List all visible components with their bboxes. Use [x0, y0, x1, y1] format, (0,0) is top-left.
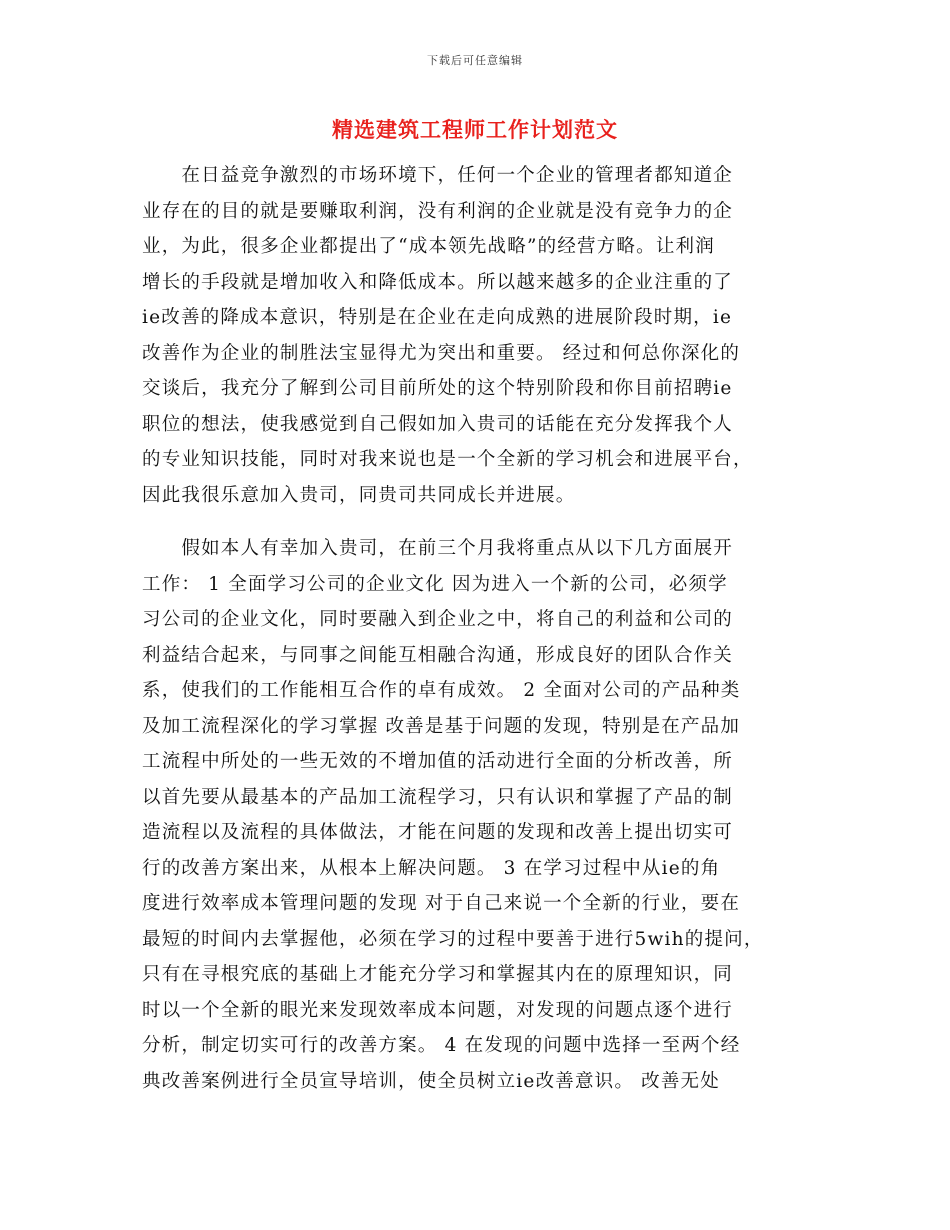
paragraph-line: 因此我很乐意加入贵司，同贵司共同成长并进展。	[142, 484, 576, 506]
paragraph-line: 以首先要从最基本的产品加工流程学习，只有认识和掌握了产品的制	[142, 786, 734, 808]
paragraph-line: ie改善的降成本意识，特别是在企业在走向成熟的进展阶段时期，ie	[142, 307, 733, 328]
paragraph-line: 假如本人有幸加入贵司，在前三个月我将重点从以下几方面展开	[142, 538, 734, 559]
paragraph-line: 工作： 1 全面学习公司的企业文化 因为进入一个新的公司，必须学	[142, 573, 728, 595]
paragraph-line: 业存在的目的就是要赚取利润，没有利润的企业就是没有竞争力的企	[142, 200, 734, 222]
paragraph-line: 及加工流程深化的学习掌握 改善是基于问题的发现，特别是在产品加	[142, 715, 741, 737]
paragraph-line: 的专业知识技能，同时对我来说也是一个全新的学习机会和进展平台，	[142, 449, 753, 470]
paragraph-line: 行的改善方案出来，从根本上解决问题。 3 在学习过程中从ie的角	[142, 857, 721, 879]
paragraph-line: 造流程以及流程的具体做法，才能在问题的发现和改善上提出切实可	[142, 822, 734, 843]
paragraph-line: 在日益竞争激烈的市场环境下，任何一个企业的管理者都知道企	[142, 165, 734, 186]
paragraph-line: 只有在寻根究底的基础上才能充分学习和掌握其内在的原理知识，同	[142, 964, 734, 985]
paragraph-line: 度进行效率成本管理问题的发现 对于自己来说一个全新的行业，要在	[142, 893, 741, 914]
header-note: 下载后可任意编辑	[427, 54, 523, 67]
paragraph-line: 系，使我们的工作能相互合作的卓有成效。 2 全面对公司的产品种类	[142, 680, 741, 701]
document-title: 精选建筑工程师工作计划范文	[332, 117, 618, 142]
paragraph-line: 工流程中所处的一些无效的不增加值的活动进行全面的分析改善，所	[142, 751, 734, 772]
paragraph-line: 习公司的企业文化，同时要融入到企业之中，将自己的利益和公司的	[142, 609, 734, 630]
paragraph-line: 增长的手段就是增加收入和降低成本。所以越来越多的企业注重的了	[142, 271, 734, 293]
paragraph-line: 职位的想法，使我感觉到自己假如加入贵司的话能在充分发挥我个人	[142, 413, 734, 435]
paragraph-line: 时以一个全新的眼光来发现效率成本问题，对发现的问题点逐个进行	[142, 999, 734, 1021]
paragraph-line: 典改善案例进行全员宣导培训，使全员树立ie改善意识。 改善无处	[142, 1070, 720, 1092]
paragraph-line: 分析，制定切实可行的改善方案。 4 在发现的问题中选择一至两个经	[142, 1035, 741, 1056]
paragraph-line: 业，为此，很多企业都提出了“成本领先战略”的经营方略。让利润	[142, 236, 715, 257]
paragraph-line: 利益结合起来，与同事之间能互相融合沟通，形成良好的团队合作关	[142, 644, 734, 666]
paragraph-1	[142, 158, 812, 513]
paragraph-line: 改善作为企业的制胜法宝显得尤为突出和重要。 经过和何总你深化的	[142, 342, 741, 364]
paragraph-2	[142, 531, 812, 1099]
paragraph-line: 交谈后，我充分了解到公司目前所处的这个特别阶段和你目前招聘ie	[142, 378, 733, 399]
paragraph-line: 最短的时间内去掌握他，必须在学习的过程中要善于进行5wih的提问，	[142, 928, 764, 950]
